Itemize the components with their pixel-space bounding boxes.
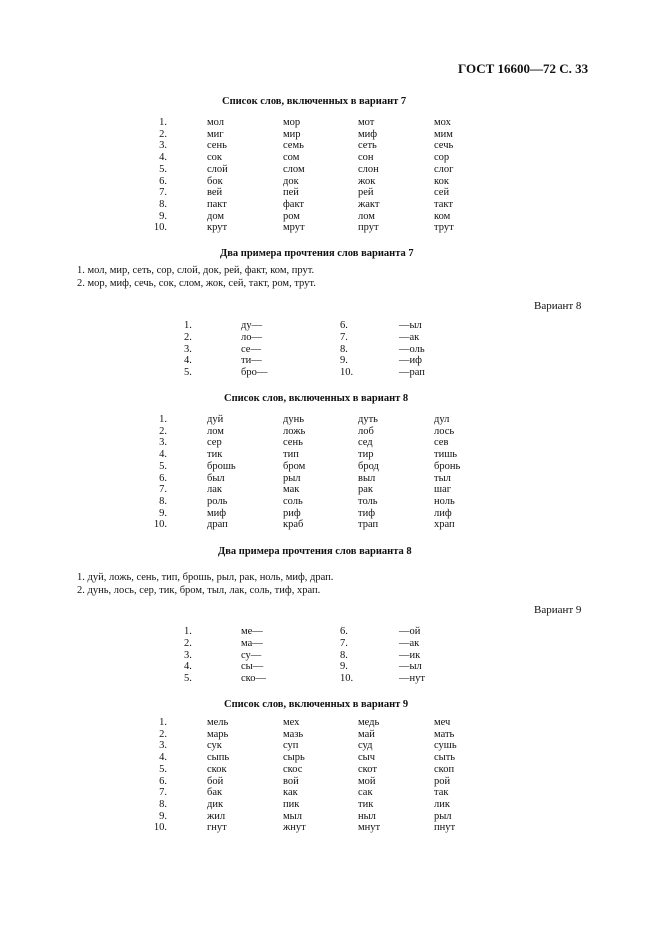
word-cell: слой bbox=[207, 163, 228, 175]
word-cell: сень bbox=[283, 437, 303, 449]
word-cell: миф bbox=[358, 128, 378, 140]
row-number: 2. bbox=[159, 728, 167, 740]
row-number: 6. bbox=[159, 775, 167, 787]
fragment-text: —ак bbox=[399, 637, 420, 649]
fragment-text: —ой bbox=[399, 626, 421, 637]
fragment-number: 3. bbox=[184, 343, 192, 355]
fragment-number: 6. bbox=[340, 626, 348, 637]
fragment-number: 5. bbox=[184, 673, 192, 685]
word-cell: скот bbox=[358, 763, 377, 775]
word-cell: дик bbox=[207, 798, 224, 810]
fragment-text: —ыл bbox=[399, 320, 422, 331]
word-cell: скос bbox=[283, 763, 303, 775]
fragment-number: 9. bbox=[340, 355, 348, 367]
word-cell: дуй bbox=[207, 414, 224, 425]
word-cell: мор bbox=[283, 117, 301, 128]
row-number: 6. bbox=[159, 472, 167, 484]
word-cell: дул bbox=[434, 414, 450, 425]
word-cell: прут bbox=[358, 222, 379, 234]
word-cell: бак bbox=[207, 787, 223, 799]
word-cell: риф bbox=[283, 507, 301, 519]
word-cell: жок bbox=[358, 175, 376, 187]
row-number: 3. bbox=[159, 437, 167, 449]
word-cell: так bbox=[434, 787, 449, 799]
examples7-title: Два примера прочтения слов варианта 7 bbox=[220, 248, 414, 259]
list8-title: Список слов, включенных в вариант 8 bbox=[224, 393, 409, 404]
word-cell: краб bbox=[283, 519, 304, 531]
fragment-text: —ыл bbox=[399, 661, 422, 673]
word-cell: лик bbox=[434, 798, 450, 810]
word-cell: тир bbox=[358, 449, 374, 461]
word-cell: марь bbox=[207, 728, 229, 740]
word-cell: медь bbox=[358, 717, 380, 728]
row-number: 7. bbox=[159, 187, 167, 199]
word-cell: скоп bbox=[434, 763, 455, 775]
word-cell: сор bbox=[434, 152, 450, 164]
word-cell: дуть bbox=[358, 414, 378, 425]
word-cell: миг bbox=[207, 128, 224, 140]
row-number: 8. bbox=[159, 198, 167, 210]
word-cell: сок bbox=[207, 152, 223, 164]
word-cell: сырь bbox=[283, 752, 305, 764]
fragment-number: 9. bbox=[340, 661, 348, 673]
word-cell: жнут bbox=[283, 822, 306, 834]
row-number: 1. bbox=[159, 117, 167, 128]
word-cell: дом bbox=[207, 210, 225, 222]
examples8-title: Два примера прочтения слов варианта 8 bbox=[218, 546, 412, 557]
fragment-text: сы— bbox=[241, 661, 264, 673]
fragment-number: 10. bbox=[340, 673, 354, 685]
fragment-text: бро— bbox=[241, 367, 268, 379]
word-cell: мой bbox=[358, 775, 376, 787]
fragment-text: ме— bbox=[241, 626, 263, 637]
word-cell: ром bbox=[283, 210, 300, 222]
word-cell: слом bbox=[283, 163, 305, 175]
word-cell: сом bbox=[283, 152, 300, 164]
word-cell: мир bbox=[283, 128, 301, 140]
fragment-number: 5. bbox=[184, 367, 192, 379]
row-number: 7. bbox=[159, 484, 167, 496]
word-cell: сон bbox=[358, 152, 374, 164]
fragment-text: —ик bbox=[399, 649, 421, 661]
word-cell: рой bbox=[434, 775, 451, 787]
word-cell: мрут bbox=[283, 222, 305, 234]
fragment-text: ти— bbox=[241, 355, 262, 367]
word-cell: бром bbox=[283, 460, 306, 472]
fragment-text: ма— bbox=[241, 637, 263, 649]
word-cell: ложь bbox=[283, 425, 306, 437]
word-cell: лом bbox=[358, 210, 375, 222]
fragment-number: 8. bbox=[340, 649, 348, 661]
fragment-text: —нут bbox=[399, 673, 425, 685]
examples8-line-2: 2. дунь, лось, сер, тик, бром, тыл, лак, соль, тиф, храп. bbox=[77, 585, 321, 596]
row-number: 5. bbox=[159, 163, 167, 175]
fragment-text: —рап bbox=[399, 367, 425, 379]
fragment-number: 1. bbox=[184, 626, 192, 637]
word-cell: жил bbox=[207, 810, 226, 822]
fragment-number: 2. bbox=[184, 331, 192, 343]
word-cell: мать bbox=[434, 728, 455, 740]
row-number: 7. bbox=[159, 787, 167, 799]
word-cell: пей bbox=[283, 187, 299, 199]
word-cell: сей bbox=[434, 187, 450, 199]
word-cell: скок bbox=[207, 763, 227, 775]
word-cell: сук bbox=[207, 740, 222, 752]
row-number: 9. bbox=[159, 810, 167, 822]
word-cell: сыч bbox=[358, 752, 375, 764]
word-cell: бой bbox=[207, 775, 224, 787]
word-cell: бок bbox=[207, 175, 223, 187]
word-cell: лак bbox=[207, 484, 223, 496]
word-cell: трут bbox=[434, 222, 454, 234]
word-cell: рыл bbox=[283, 472, 301, 484]
word-cell: сушь bbox=[434, 740, 457, 752]
row-number: 2. bbox=[159, 128, 167, 140]
word-cell: слон bbox=[358, 163, 379, 175]
word-cell: выл bbox=[358, 472, 376, 484]
list9-title: Список слов, включенных в вариант 9 bbox=[224, 699, 409, 710]
row-number: 5. bbox=[159, 460, 167, 472]
word-cell: лом bbox=[207, 425, 224, 437]
examples8-line-1: 1. дуй, ложь, сень, тип, брошь, рыл, рак, ноль, миф, драп. bbox=[77, 572, 334, 583]
word-cell: брошь bbox=[207, 460, 236, 472]
word-cell: толь bbox=[358, 495, 378, 507]
word-cell: сед bbox=[358, 437, 373, 449]
word-cell: сер bbox=[207, 437, 222, 449]
fragment-text: ло— bbox=[241, 331, 262, 343]
word-cell: тик bbox=[358, 798, 374, 810]
row-number: 9. bbox=[159, 507, 167, 519]
fragment-number: 6. bbox=[340, 320, 348, 331]
variant9-label: Вариант 9 bbox=[534, 604, 582, 616]
row-number: 6. bbox=[159, 175, 167, 187]
word-cell: семь bbox=[283, 140, 304, 152]
word-cell: сев bbox=[434, 437, 449, 449]
fragment-text: —оль bbox=[399, 343, 425, 355]
word-cell: тыл bbox=[434, 472, 451, 484]
variant8-label: Вариант 8 bbox=[534, 300, 582, 312]
row-number: 4. bbox=[159, 752, 167, 764]
word-cell: суп bbox=[283, 740, 299, 752]
list7-title: Список слов, включенных в вариант 7 bbox=[222, 96, 407, 107]
word-cell: такт bbox=[434, 198, 453, 210]
row-number: 8. bbox=[159, 495, 167, 507]
fragment-text: —ак bbox=[399, 331, 420, 343]
word-cell: пнут bbox=[434, 822, 456, 834]
word-cell: лиф bbox=[434, 507, 452, 519]
fragment-text: —иф bbox=[399, 355, 422, 367]
word-cell: сыпь bbox=[207, 752, 230, 764]
word-cell: мель bbox=[207, 717, 229, 728]
word-cell: вой bbox=[283, 775, 299, 787]
word-cell: соль bbox=[283, 495, 303, 507]
word-cell: мим bbox=[434, 128, 453, 140]
word-cell: мыл bbox=[283, 810, 302, 822]
word-cell: пик bbox=[283, 798, 300, 810]
word-cell: факт bbox=[283, 198, 305, 210]
fragment-number: 4. bbox=[184, 661, 192, 673]
word-cell: тиф bbox=[358, 507, 376, 519]
fragment-text: се— bbox=[241, 343, 261, 355]
fragment-number: 10. bbox=[340, 367, 354, 379]
word-cell: мазь bbox=[283, 728, 304, 740]
word-cell: рыл bbox=[434, 810, 452, 822]
row-number: 1. bbox=[159, 717, 167, 728]
fragment-number: 3. bbox=[184, 649, 192, 661]
fragment-number: 8. bbox=[340, 343, 348, 355]
row-number: 10. bbox=[153, 822, 167, 834]
word-cell: сеть bbox=[358, 140, 377, 152]
word-cell: вей bbox=[207, 187, 223, 199]
word-cell: трап bbox=[358, 519, 379, 531]
fragment-number: 4. bbox=[184, 355, 192, 367]
word-cell: брод bbox=[358, 460, 379, 472]
word-cell: мак bbox=[283, 484, 300, 496]
fragment-number: 7. bbox=[340, 637, 348, 649]
word-cell: суд bbox=[358, 740, 373, 752]
word-cell: ноль bbox=[434, 495, 455, 507]
word-cell: ком bbox=[434, 210, 451, 222]
word-cell: док bbox=[283, 175, 299, 187]
word-cell: как bbox=[283, 787, 298, 799]
word-cell: дунь bbox=[283, 414, 304, 425]
word-cell: тик bbox=[207, 449, 223, 461]
word-cell: сечь bbox=[434, 140, 454, 152]
word-cell: жакт bbox=[358, 198, 380, 210]
fragment-text: ско— bbox=[241, 673, 266, 685]
word-cell: мех bbox=[283, 717, 300, 728]
word-cell: мол bbox=[207, 117, 224, 128]
word-cell: храп bbox=[434, 519, 455, 531]
word-cell: гнут bbox=[207, 822, 227, 834]
word-cell: мнут bbox=[358, 822, 381, 834]
word-cell: крут bbox=[207, 222, 228, 234]
row-number: 4. bbox=[159, 449, 167, 461]
row-number: 1. bbox=[159, 414, 167, 425]
word-cell: лось bbox=[434, 425, 455, 437]
word-cell: май bbox=[358, 728, 375, 740]
word-cell: бронь bbox=[434, 460, 461, 472]
word-cell: ныл bbox=[358, 810, 376, 822]
row-number: 9. bbox=[159, 210, 167, 222]
word-cell: мот bbox=[358, 117, 375, 128]
fragment-number: 7. bbox=[340, 331, 348, 343]
fragment-text: су— bbox=[241, 649, 262, 661]
row-number: 3. bbox=[159, 740, 167, 752]
row-number: 10. bbox=[153, 222, 167, 234]
fragment-number: 2. bbox=[184, 637, 192, 649]
row-number: 4. bbox=[159, 152, 167, 164]
word-cell: сыть bbox=[434, 752, 456, 764]
row-number: 8. bbox=[159, 798, 167, 810]
word-cell: сень bbox=[207, 140, 227, 152]
examples7-line-1: 1. мол, мир, сеть, сор, слой, док, рей, факт, ком, прут. bbox=[77, 265, 315, 276]
word-cell: пакт bbox=[207, 198, 227, 210]
word-cell: тишь bbox=[434, 449, 458, 461]
word-cell: слог bbox=[434, 163, 454, 175]
word-cell: тип bbox=[283, 449, 299, 461]
word-cell: роль bbox=[207, 495, 228, 507]
row-number: 3. bbox=[159, 140, 167, 152]
fragment-text: ду— bbox=[241, 320, 263, 331]
word-cell: рей bbox=[358, 187, 374, 199]
word-cell: мох bbox=[434, 117, 451, 128]
word-cell: меч bbox=[434, 717, 451, 728]
word-cell: драп bbox=[207, 519, 228, 531]
row-number: 10. bbox=[153, 519, 167, 531]
word-cell: рак bbox=[358, 484, 374, 496]
row-number: 2. bbox=[159, 425, 167, 437]
examples7-line-2: 2. мор, миф, сечь, сок, слом, жок, сей, такт, ром, трут. bbox=[77, 278, 316, 289]
word-cell: кок bbox=[434, 175, 449, 187]
word-cell: миф bbox=[207, 507, 227, 519]
page-header: ГОСТ 16600—72 С. 33 bbox=[458, 61, 589, 76]
word-cell: сак bbox=[358, 787, 373, 799]
fragment-number: 1. bbox=[184, 320, 192, 331]
word-cell: лоб bbox=[358, 425, 374, 437]
row-number: 5. bbox=[159, 763, 167, 775]
word-cell: был bbox=[207, 472, 225, 484]
word-cell: шаг bbox=[434, 484, 452, 496]
